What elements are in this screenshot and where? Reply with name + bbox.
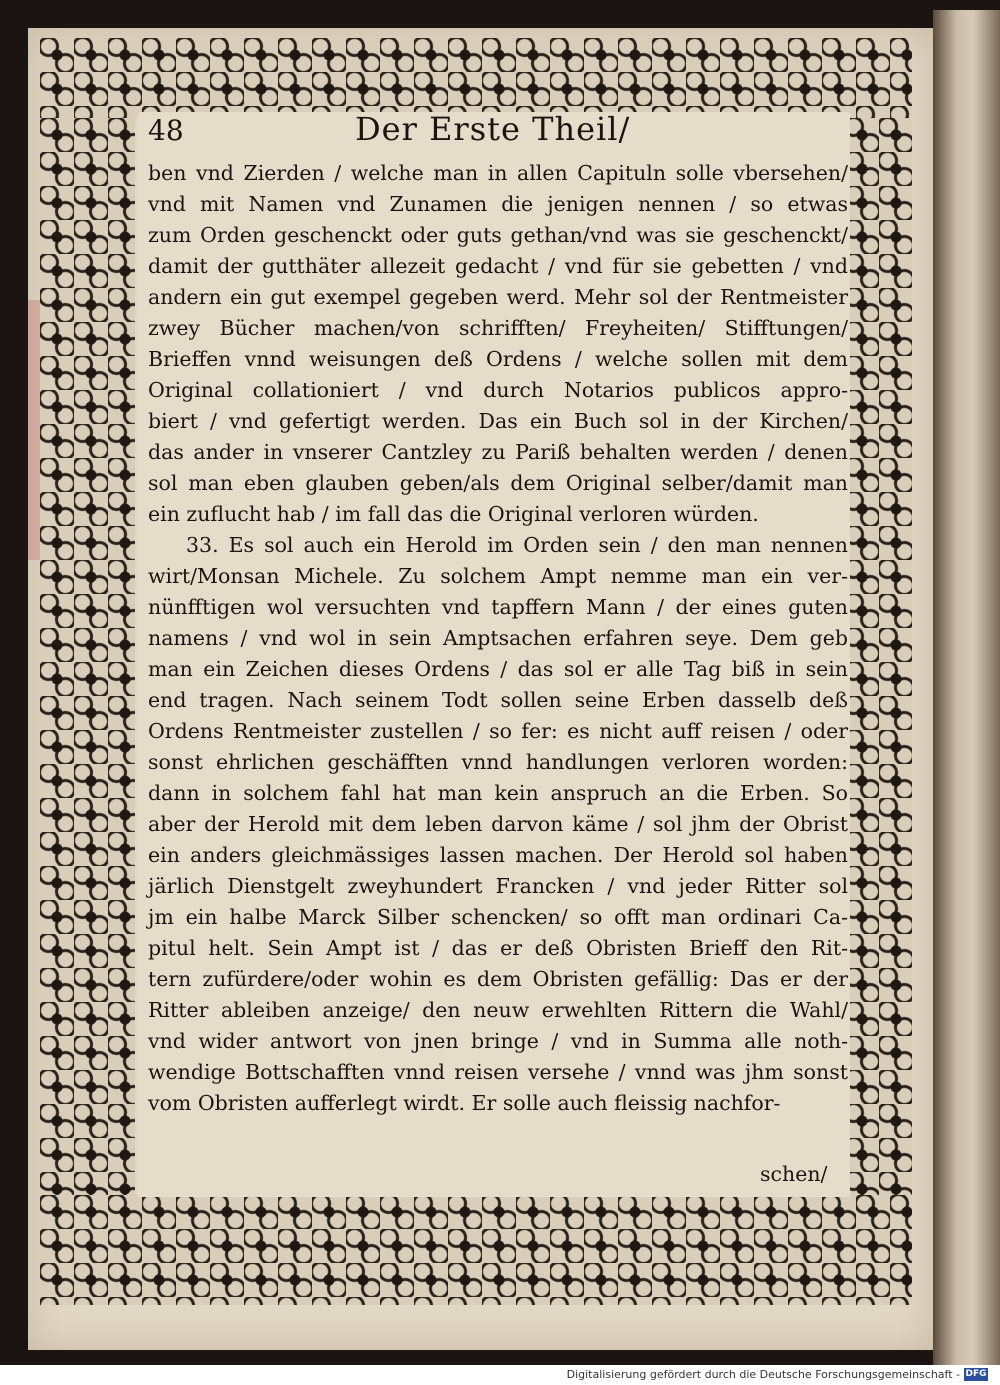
ornamental-border-top bbox=[40, 38, 912, 118]
text-line: wirt/Monsan Michele. Zu solchem Ampt nemme man ein ver- bbox=[148, 564, 848, 588]
text-line: ein anders gleichmässiges lassen machen. Der Herold sol haben bbox=[148, 843, 848, 867]
text-line: vnd mit Namen vnd Zunamen die jenigen nennen / so etwas bbox=[148, 192, 848, 216]
text-line: das ander in vnserer Cantzley zu Pariß behalten werden / denen bbox=[148, 440, 848, 464]
text-line: zwey Bücher machen/von schrifften/ Freyheiten/ Stifftungen/ bbox=[148, 316, 848, 340]
text-line: namens / vnd wol in sein Amptsachen erfahren seye. Dem geb bbox=[148, 626, 848, 650]
text-line: Original collationiert / vnd durch Notarios publicos appro- bbox=[148, 378, 848, 402]
text-line: damit der gutthäter allezeit gedacht / vnd für sie gebetten / vnd bbox=[148, 254, 848, 278]
text-line: vom Obristen aufferlegt wirdt. Er solle auch fleissig nachfor- bbox=[148, 1091, 781, 1115]
text-line: ein zuflucht hab / im fall das die Original verloren würden. bbox=[148, 502, 759, 526]
text-line: andern ein gut exempel gegeben werd. Mehr sol der Rentmeister bbox=[148, 285, 848, 309]
text-line: nünfftigen wol versuchten vnd tapffern Mann / der eines guten bbox=[148, 595, 848, 619]
text-line: man ein Zeichen dieses Ordens / das sol er alle Tag biß in sein bbox=[148, 657, 848, 681]
ornamental-border-bottom bbox=[40, 1195, 912, 1305]
text-line: Ritter ableiben anzeige/ den neuw erwehlten Rittern die Wahl/ bbox=[148, 998, 848, 1022]
footer bbox=[0, 1365, 1000, 1385]
text-line: jm ein halbe Marck Silber schencken/ so offt man ordinari Ca- bbox=[148, 905, 848, 929]
text-line: Brieffen vnnd weisungen deß Ordens / welche sollen mit dem bbox=[148, 347, 848, 371]
text-line: järlich Dienstgelt zweyhundert Francken / vnd jeder Ritter sol bbox=[148, 874, 848, 898]
page-stain bbox=[28, 300, 40, 560]
text-line: pitul helt. Sein Ampt ist / das er deß Obristen Brieff den Rit- bbox=[148, 936, 848, 960]
text-line: tern zufürdere/oder wohin es dem Obristen gefällig: Das er der bbox=[148, 967, 848, 991]
running-title: Der Erste Theil/ bbox=[355, 110, 631, 148]
funding-credit: Digitalisierung gefördert durch die Deutsche Forschungsgemeinschaft - bbox=[566, 1368, 960, 1381]
dfg-logo: DFG bbox=[965, 1369, 987, 1379]
ornamental-border-right bbox=[845, 118, 912, 1195]
text-line: wendige Bottschafften vnnd reisen versehe / vnnd was jhm sonst bbox=[148, 1060, 848, 1084]
text-line: dann in solchem fahl hat man kein anspruch an die Erben. So bbox=[148, 781, 848, 805]
book-edge bbox=[933, 10, 1000, 1365]
text-line: Ordens Rentmeister zustellen / so fer: es nicht auff reisen / oder bbox=[148, 719, 848, 743]
body-text bbox=[148, 158, 848, 1119]
text-line: zum Orden geschenckt oder guts gethan/vnd was sie geschenckt/ bbox=[148, 223, 848, 247]
text-line: vnd wider antwort von jnen bringe / vnd in Summa alle noth- bbox=[148, 1029, 848, 1053]
text-line: biert / vnd gefertigt werden. Das ein Buch sol in der Kirchen/ bbox=[148, 409, 848, 433]
text-line: sol man eben glauben geben/als dem Original selber/damit man bbox=[148, 471, 848, 495]
text-line: 33. Es sol auch ein Herold im Orden sein / den man nennen bbox=[186, 533, 848, 557]
catchword: schen/ bbox=[760, 1162, 828, 1186]
text-line: sonst ehrlichen geschäfften vnnd handlungen verloren worden: bbox=[148, 750, 848, 774]
text-line: end tragen. Nach seinem Todt sollen seine Erben dasselb deß bbox=[148, 688, 848, 712]
text-line: ben vnd Zierden / welche man in allen Capituln solle vbersehen/ bbox=[148, 161, 848, 185]
ornamental-border-left bbox=[40, 118, 135, 1195]
page-number: 48 bbox=[148, 114, 184, 147]
text-line: aber der Herold mit dem leben darvon käme / sol jhm der Obrist bbox=[148, 812, 848, 836]
